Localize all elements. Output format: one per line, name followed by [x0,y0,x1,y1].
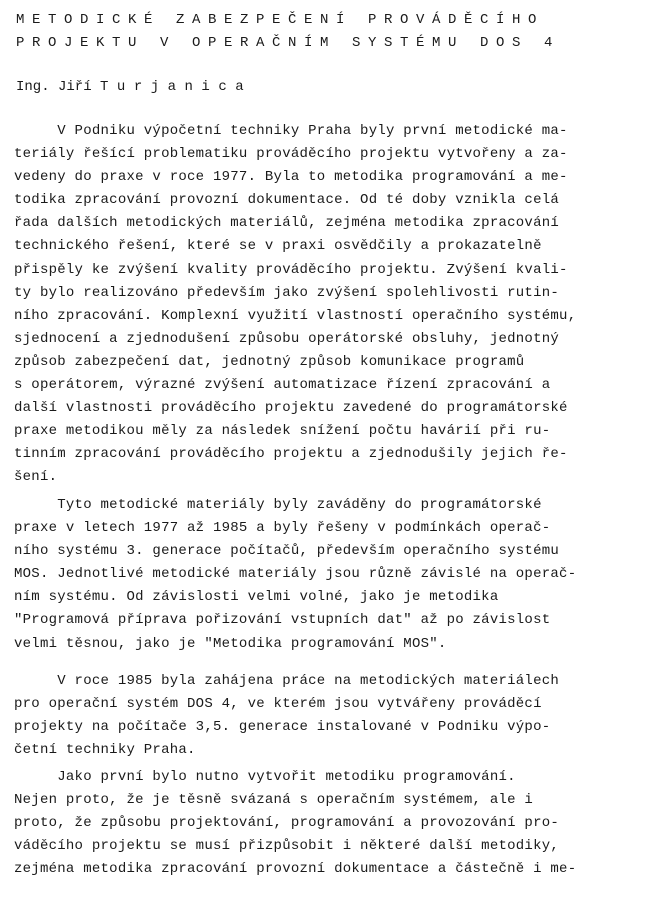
text-line: "Programová příprava pořizování vstupních dat" až po závislost [14,612,551,629]
text-line: teriály řešící problematiku prováděcího projektu vytvořeny a za- [14,146,568,163]
text-line: váděcího projektu se musí přizpůsobit i některé další metodiky, [14,838,560,855]
text-line: todika zpracování provozní dokumentace. Od té doby vznikla celá [14,192,560,209]
text-line: s operátorem, výrazné zvýšení automatizace řízení zpracování a [14,377,551,394]
text-line: četní techniky Praha. [14,742,196,759]
text-line: V Podniku výpočetní techniky Praha byly první metodické ma- [14,123,568,139]
text-line: tinním zpracování prováděcího projektu a zjednodušily jejich ře- [14,446,568,463]
paragraph-1 [14,120,576,490]
text-line: řada dalších metodických materiálů, zejména metodika zpracování [14,215,560,232]
text-line: ním systému. Od závislosti velmi volné, jako je metodika [14,589,499,606]
title-line: PROJEKTU V OPERAČNÍM SYSTÉMU DOS 4 [16,35,561,52]
author-prefix: Ing. Jiří [16,79,101,95]
text-line: pro operační systém DOS 4, ve kterém jsou vytvářeny prováděcí [14,696,542,713]
document-title [16,8,560,54]
text-line: ního systému 3. generace počítačů, především operačního systému [14,543,560,560]
paragraph-2 [14,494,576,656]
text-line: Nejen proto, že je těsně svázaná s operačním systémem, ale i [14,792,534,809]
text-line: sjednocení a zjednodušení způsobu operátorské obsluhy, jednotný [14,330,560,347]
text-line: ty bylo realizováno především jako zvýšení spolehlivosti rutin- [14,284,560,301]
text-line: projekty na počítače 3,5. generace instalované v Podniku výpo- [14,719,551,736]
paragraph-4 [14,766,576,881]
text-line: MOS. Jednotlivé metodické materiály jsou různě závislé na operač- [14,566,577,583]
text-line: technického řešení, které se v praxi osvědčily a prokazatelně [14,238,542,255]
text-line: šení. [14,469,58,486]
text-line: vedeny do praxe v roce 1977. Byla to metodika programování a me- [14,169,568,186]
author-line [16,76,252,98]
text-line: proto, že způsobu projektování, programování a provozování pro- [14,815,560,832]
text-line: zejména metodika zpracování provozní dokumentace a částečně i me- [14,861,577,878]
text-line: V roce 1985 byla zahájena práce na metodických materiálech [14,673,560,689]
text-line: Tyto metodické materiály byly zaváděny do programátorské [14,497,542,513]
text-line: přispěly ke zvýšení kvality prováděcího projektu. Zvýšení kvali- [14,261,568,278]
text-line: další vlastnosti prováděcího projektu zavedené do programátorské [14,400,568,417]
author-surname: Turjanica [100,79,253,95]
text-line: praxe metodikou měly za následek snížení počtu havárií při ru- [14,423,551,440]
text-line: Jako první bylo nutno vytvořit metodiku programování. [14,769,516,785]
text-line: praxe v letech 1977 až 1985 a byly řešeny v podmínkách operač- [14,520,551,537]
text-line: velmi těsnou, jako je "Metodika programování MOS". [14,635,447,652]
text-line: ního zpracování. Komplexní využití vlastností operačního systému, [14,307,577,324]
paragraph-3 [14,670,559,762]
text-line: způsob zabezpečení dat, jednotný způsob komunikace programů [14,353,525,370]
title-line: METODICKÉ ZABEZPEČENÍ PROVÁDĚCÍHO [16,12,545,28]
